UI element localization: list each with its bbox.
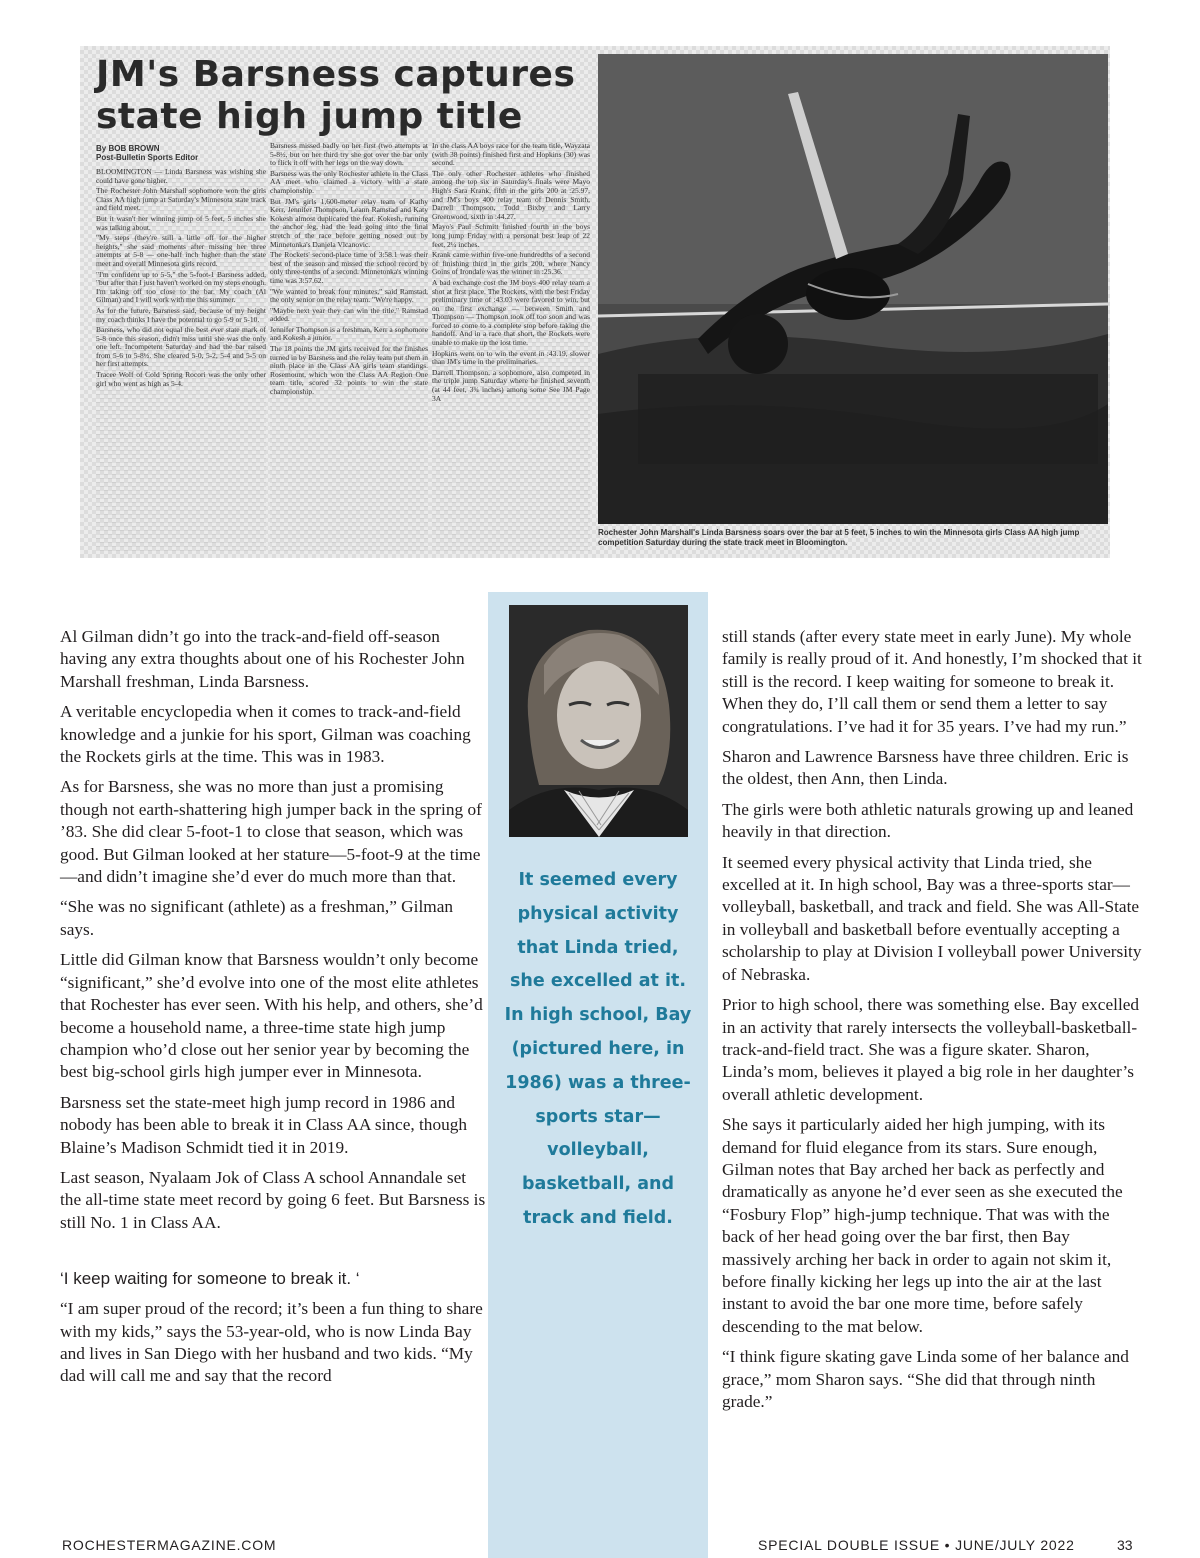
portrait-art: [509, 605, 688, 837]
clipping-paragraph: Barsness missed badly on her first (two attempts at 5-8½, but on her third try she got over the bar only to flick it off with her legs on the way down.: [270, 142, 428, 168]
article-paragraph: She says it particularly aided her high jumping, with its demand for fluid elegance from its stars. Sure enough, Gilman notes that Bay arched her back as perfectly and dramatically as anyone he’d ever seen as she executed the “Fosbury Flop” high-jump technique. That was with the back of her head going over the bar first, then Bay massively arching her back in order to again not skim it, before finally kicking her legs up into the air at the last instant to avoid the bar one more time, before safely descending to the mat below.: [722, 1115, 1123, 1336]
clipping-paragraph: Barsness, who did not equal the best ever state mark of 5-8 once this season, didn't miss until she was the only one left. Incompetent Saturday and had the bar raised from 5-6 to 5-8½. She cleared 5-0, 5-2, 5-4 and 5-5 on her first attempts.: [96, 325, 266, 369]
article-paragraph: Sharon and Lawrence Barsness have three children. Eric is the oldest, then Ann, then Linda.: [722, 747, 1129, 789]
byline-name: By BOB BROWN: [96, 144, 160, 153]
footer-website: ROCHESTERMAGAZINE.COM: [62, 1537, 277, 1553]
clipping-paragraph: BLOOMINGTON — Linda Barsness was wishing she could have gone higher.: [96, 168, 266, 185]
clipping-paragraph: The 18 points the JM girls received for the finishes turned in by Barsness and the relay team put them in ninth place in the Class AA girls team standings. Rosemount, which won the Class AA Region One team title, scored 32 points to win the state championship.: [270, 344, 428, 397]
clipping-paragraph: As for the future, Barsness said, because of my height my coach thinks I have the potential to go 5-9 or 5-10.: [96, 305, 266, 324]
clipping-paragraph: Krank came within five-one hundredths of a second of finishing third in the girls 200, where Nancy Goins of Irondale was the winner in :25.36.: [432, 250, 590, 277]
clipping-paragraph: But it wasn't her winning jump of 5 feet, 5 inches she was talking about.: [96, 213, 266, 232]
clipping-paragraph: The only other Rochester athletes who finished among the top six in Saturday's finals were Mayo High's Sara Krank, fifth in the girls 200 at :25.97, and JM's boys 400 relay team of Dennis Smith, Darrell Thompson, Todd Bixby and Larry Greenwood, sixth in :44.27.: [432, 168, 590, 221]
article-paragraph: Prior to high school, there was something else. Bay excelled in an activity that rarely intersects the volleyball-basketball-track-and-field tract. She was a figure skater. Sharon, Linda’s mom, believes it played a big role in her daughter’s overall athletic development.: [722, 995, 1140, 1104]
clipping-paragraph: In the class AA boys race for the team title, Wayzata (with 38 points) finished first and Hopkins (30) was second.: [432, 142, 590, 168]
clipping-paragraph: The Rockets' second-place time of 3:58.1 was their best of the season and missed the school record by only three-tenths of a second. Minnetonka's winning time was 3:57.62.: [270, 250, 428, 285]
clipping-paragraph: Jennifer Thompson is a freshman, Kerr a sophomore and Kokesh a junior.: [270, 324, 428, 343]
article-paragraph: “I think figure skating gave Linda some of her balance and grace,” mom Sharon says. “She did that through ninth grade.”: [722, 1347, 1129, 1411]
high-jump-photo: [598, 54, 1108, 524]
article-paragraph: Last season, Nyalaam Jok of Class A school Annandale set the all-time state meet record by going 6 feet. But Barsness is still No. 1 in Class AA.: [60, 1167, 486, 1232]
clipping-column-3: [432, 142, 590, 554]
article-column-right: [722, 626, 1142, 1421]
portrait-photo: [509, 605, 688, 837]
article-paragraph: “I am super proud of the record; it’s been a fun thing to share with my kids,” says the 53-year-old, who is now Linda Bay and lives in San Diego with her husband and two kids. “My dad will call me and say that the record: [60, 1299, 483, 1386]
newspaper-clipping: [80, 46, 1110, 558]
article-paragraph: As for Barsness, she was no more than just a promising though not earth-shattering high jumper back in the spring of ’83. She did clear 5-foot-1 to close that season, which was good. But Gilman looked at her stature—5-foot-9 at the time—and didn’t imagine she’d ever do much more than that.: [60, 777, 482, 887]
article-paragraph: The girls were both athletic naturals growing up and leaned heavily in that direction.: [722, 799, 1134, 842]
clipping-headline: JM's Barsness captures state high jump title: [96, 54, 576, 137]
clipping-byline: [96, 144, 276, 162]
clipping-paragraph: "My steps (they're still a little off for the higher heights," she said moments after missing her three attempts at 5-8 — one-half inch higher than the state meet and overall Minnesota girls record.: [96, 233, 266, 268]
article-paragraph: “She was no significant (athlete) as a freshman,” Gilman says.: [60, 897, 454, 939]
clipping-paragraph: Barsness was the only Rochester athlete in the Class AA meet who claimed a victory with a state championship.: [270, 168, 428, 195]
article-paragraph: Barsness set the state-meet high jump record in 1986 and nobody has been able to break it in Class AA since, though Blaine’s Madison Schmidt tied it in 2019.: [60, 1092, 468, 1157]
clipping-paragraph: Darrell Thompson, a sophomore, also competed in the triple jump Saturday where he finished seventh (at 44 feet, 3¾ inches) among some See JM Page 3A: [432, 367, 590, 403]
sidebar: [488, 592, 708, 1558]
clipping-paragraph: Mayo's Paul Schmitt finished fourth in the boys long jump Friday with a personal best leap of 22 feet, 2¼ inches.: [432, 222, 590, 249]
clipping-paragraph: The Rochester John Marshall sophomore won the girls Class AA high jump at Saturday's Minnesota state track and field meet.: [96, 186, 266, 213]
byline-role: Post-Bulletin Sports Editor: [96, 153, 199, 162]
clipping-paragraph: "Maybe next year they can win the title," Ramstad added.: [270, 305, 428, 324]
article-paragraph: Little did Gilman know that Barsness wouldn’t only become “significant,” she’d evolve into one of the most elite athletes that Rochester has ever seen. With his help, and others, she’d become a household name, a three-time state high jump champion who’d close out her senior year by becoming the best big-school girls high jumper ever in Minnesota.: [60, 950, 483, 1082]
clipping-paragraph: "We wanted to break four minutes," said Ramstad, the only senior on the relay team. "We're happy.: [270, 286, 428, 305]
high-jump-photo-art: [598, 54, 1108, 524]
section-subhead: ‘I keep waiting for someone to break it. ‘: [60, 1269, 360, 1289]
clipping-paragraph: Hopkins went on to win the event in :43.19, slower than JM's time in the preliminaries.: [432, 348, 590, 367]
article-column-left: [60, 626, 488, 1396]
clipping-paragraph: "I'm confident up to 5-5," the 5-foot-1 Barsness added, "but after that I just haven't worked on my steps enough. I'm taking off too close to the bar. My coach (Al Gilman) and I will work with me this summer.: [96, 269, 266, 305]
article-paragraph: Al Gilman didn’t go into the track-and-field off-season having any extra thoughts about one of his Rochester John Marshall freshman, Linda Barsness.: [60, 627, 465, 691]
clipping-caption: Rochester John Marshall's Linda Barsness soars over the bar at 5 feet, 5 inches to win the Minnesota girls Class AA high jump competition Saturday during the state track meet in Bloomington.: [598, 528, 1080, 547]
clipping-paragraph: But JM's girls 1,600-meter relay team of Kathy Kerr, Jennifer Thompson, Leann Ramstad and Katy Kokesh almost duplicated the feat. Kokesh, running the anchor leg, had the lead going into the final stretch of the race before getting nosed out by Minnetonka's Danjela Vlcanovic.: [270, 196, 428, 249]
article-paragraph: still stands (after every state meet in early June). My whole family is really proud of it. And honestly, I’m shocked that it still is the record. I keep waiting for someone to break it. When they do, I’ll call them or send them a letter to say congratulations. I’ve had it for 35 years. I’ve had my run.”: [722, 627, 1142, 736]
article-paragraph: A veritable encyclopedia when it comes to track-and-field knowledge and a junkie for his sport, Gilman was coaching the Rockets girls at the time. This was in 1983.: [60, 702, 471, 767]
footer-issue: SPECIAL DOUBLE ISSUE • JUNE/JULY 2022: [758, 1537, 1075, 1553]
clipping-paragraph: Tracee Wolf of Cold Spring Rocori was the only other girl who went as high as 5-4.: [96, 370, 266, 388]
page-number: 33: [1117, 1537, 1133, 1553]
clipping-column-1: [96, 168, 266, 554]
clipping-column-2: [270, 142, 428, 554]
clipping-paragraph: A bad exchange cost the JM boys 400 relay team a shot at first place. The Rockets, with the best Friday preliminary time of :43.03 were favored to win, but on the first exchange — between Smith and Thompson — Thompson took off too soon and was forced to come to a complete stop before taking the handoff. And in a race that short, the Rockets were unable to make up the lost time.: [432, 277, 590, 348]
article-paragraph: It seemed every physical activity that Linda tried, she excelled at it. In high school, Bay was a three-sports star—volleyball, basketball, and track and field. She was All-State in volleyball and basketball before eventually accepting a scholarship to play at Division I volleyball power University of Nebraska.: [722, 852, 1142, 984]
pull-quote: It seemed every physical activity that Linda tried, she excelled at it. In high school, Bay (pictured here, in 1986) was a three-sports star—volleyball, basketball, and track and field.: [504, 870, 692, 1228]
